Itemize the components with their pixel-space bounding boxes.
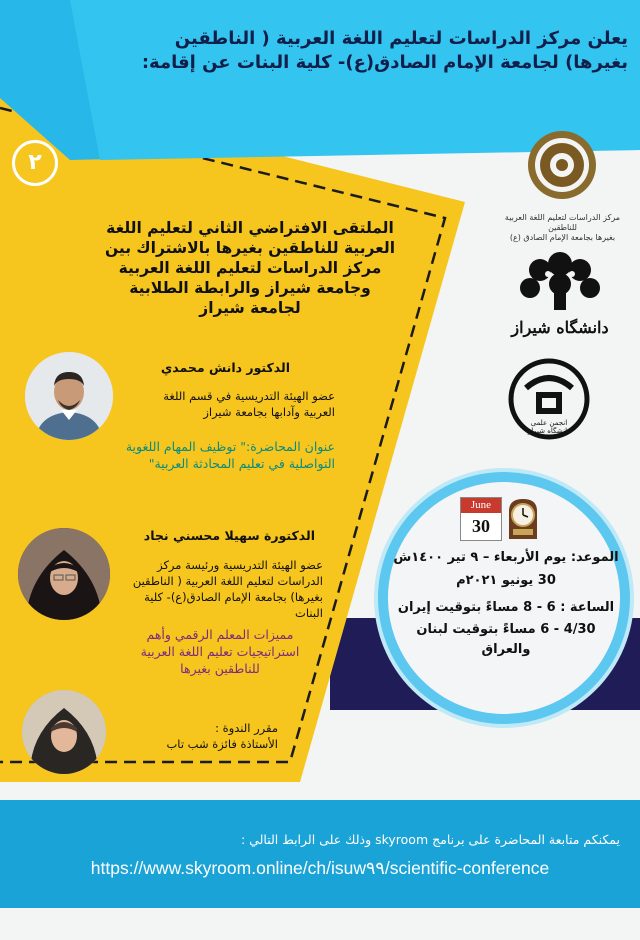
speaker2-desc-line: الدراسات لتعليم اللغة العربية ( الناطقين (132, 574, 323, 588)
number-badge-label: ٢ (28, 150, 42, 175)
logo3-sub: دانشگاه شیراز (527, 427, 571, 435)
speaker2-talk-line: مميزات المعلم الرقمي وأهم (146, 627, 294, 642)
schedule-time-2: 4/30 - 6 مساءً بتوقيت لبنان والعراق (416, 622, 596, 657)
logo-imam-sadiq-center (490, 125, 635, 243)
event-title (90, 218, 410, 318)
speaker2-talk-line: استراتيجيات تعليم اللغة العربية (140, 644, 300, 659)
speaker1-photo (25, 352, 113, 440)
logo3-caption: انجمن علمی (530, 419, 568, 427)
speaker1-talk-line: التواصلية في تعليم المحادثة العربية" (148, 456, 335, 471)
calendar-icon (460, 497, 502, 541)
event-title-line: العربية للناطقين بغيرها بالاشتراك بين (104, 239, 396, 257)
schedule-time-1: الساعة : 6 - 8 مساءً بتوقيت إيران (397, 600, 615, 615)
number-badge (12, 140, 58, 186)
event-title-line: وجامعة شيراز والرابطة الطلابية (129, 279, 371, 297)
moderator-name: الأستاذة فائزة شب تاب (166, 737, 278, 751)
speaker2-name: الدكتورة سهيلا محسني نجاد (143, 528, 315, 543)
logo-shiraz-university (500, 252, 620, 337)
speaker2-talk-line: للناطقين بغيرها (180, 661, 260, 676)
logo-student-association (508, 358, 590, 440)
calendar-month: June (461, 498, 501, 513)
header-line-2: بغيرها) لجامعة الإمام الصادق(ع)- كلية البنات عن إقامة: (141, 52, 628, 73)
clock-icon (503, 495, 543, 541)
calendar-day: 30 (472, 516, 490, 536)
header-line-1: يعلن مركز الدراسات لتعليم اللغة العربية ( الناطقين (174, 28, 628, 49)
footer-note: يمكنكم متابعة المحاضرة على برنامج skyroom وذلك على الرابط التالي : (240, 832, 620, 847)
shiraz-university-emblem-icon (500, 252, 620, 314)
speaker1-desc-line: عضو الهيئة التدريسية في قسم اللغة (163, 389, 335, 403)
event-title-line: لجامعة شيراز (199, 299, 301, 317)
header-title (78, 28, 628, 74)
speaker2-photo (18, 528, 110, 620)
speaker2-desc-line: البنات (295, 606, 323, 620)
event-title-line: الملتقى الافتراضي الثاني لتعليم اللغة (106, 219, 394, 237)
speaker1-talk-line: عنوان المحاضرة:" توظيف المهام اللغوية (125, 439, 335, 454)
schedule-date-2: 30 يونيو ٢٠٢١م (456, 573, 556, 588)
footer-url-link[interactable]: https://www.skyroom.online/ch/isuw٩٩/scientific-conference (90, 858, 550, 878)
imam-sadiq-emblem-icon (490, 125, 635, 205)
logo1-caption-line: بغيرها بجامعة الإمام الصادق (ع) (509, 233, 616, 242)
moderator-block (118, 720, 278, 752)
speaker1-desc (110, 388, 335, 420)
event-title-line: مركز الدراسات لتعليم اللغة العربية (118, 259, 382, 277)
speaker2-desc-line: عضو الهيئة التدريسية ورئيسة مركز (157, 558, 323, 572)
schedule-date-1: الموعد: يوم الأربعاء – ٩ تير ١٤٠٠ش (393, 550, 619, 565)
logo2-caption: دانشگاه شیراز (511, 318, 609, 337)
speaker1-desc-line: العربية وآدابها بجامعة شيراز (203, 405, 335, 419)
logo1-caption-line: مركز الدراسات لتعليم اللغة العربية للناطقين (504, 213, 621, 232)
moderator-photo (22, 690, 106, 774)
speaker2-desc (108, 557, 323, 621)
speaker2-desc-line: بغيرها) بجامعة الإمام الصادق(ع)- كلية (144, 590, 323, 604)
speaker1-talk (95, 438, 335, 472)
speaker1-name: الدكتور دانش محمدي (160, 360, 290, 375)
moderator-role: مقرر الندوة : (215, 721, 278, 735)
speaker2-talk (115, 626, 325, 677)
